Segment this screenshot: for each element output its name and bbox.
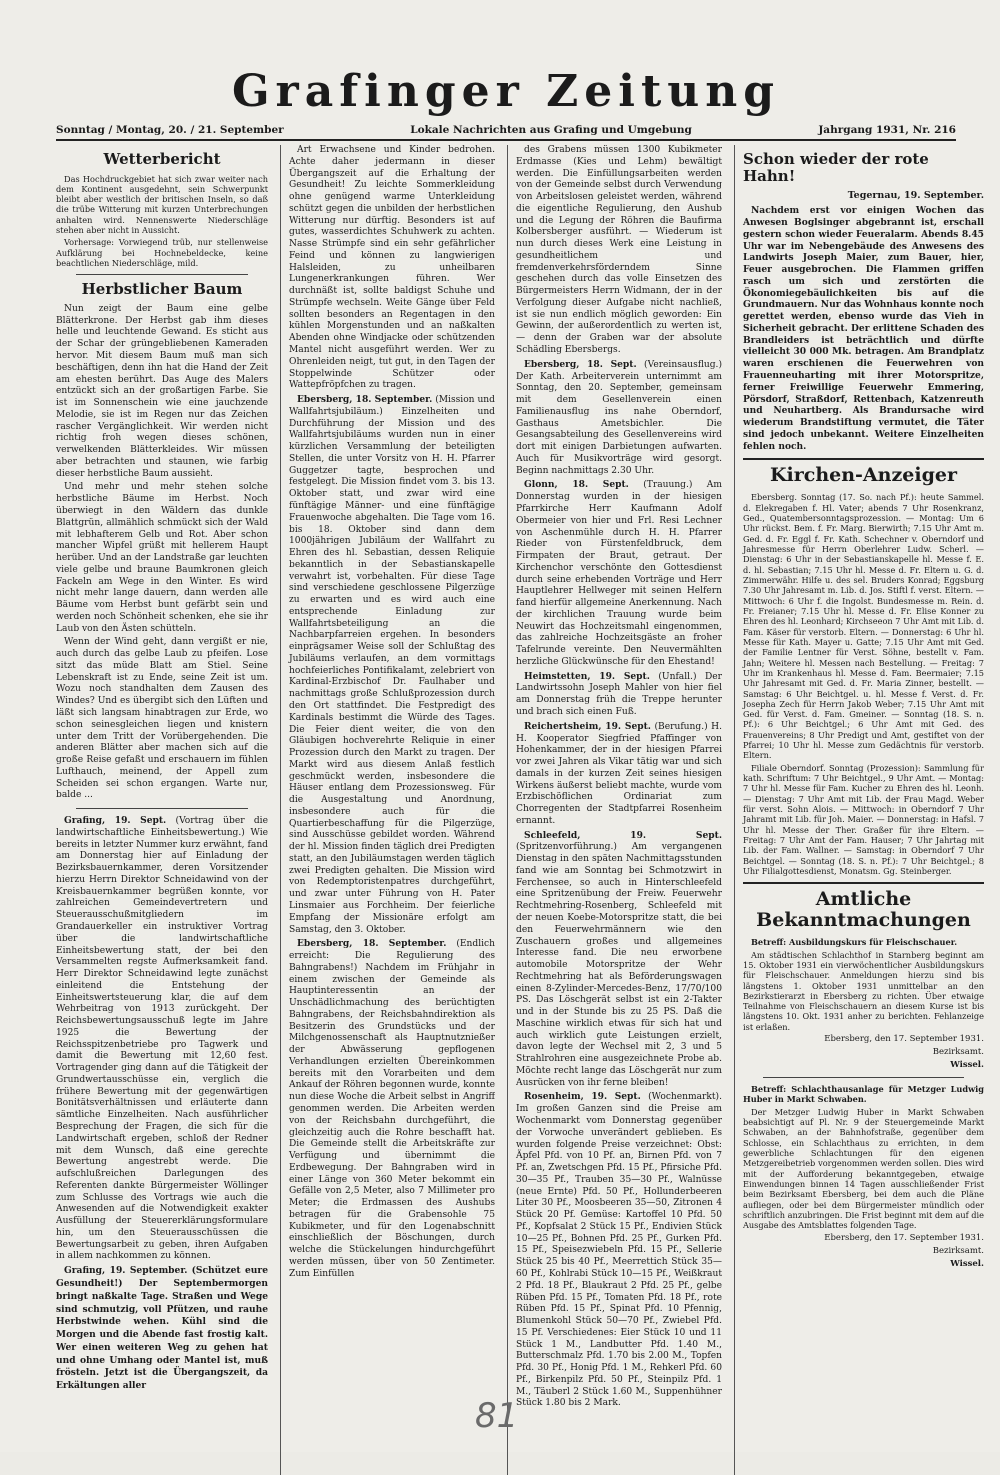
tree-paragraph-3: Wenn der Wind geht, dann vergißt er nie, auch durch das gelbe Laub zu pfeifen. Lose sitzt das müde Blatt am Stiel. Seine Lebenskraft ist zu Ende, seine Zeit ist um. Wozu noch standhalten dem Zausen des Windes? Und es übergibt sich den Lüften und läßt sich langsam hinabtragen zur Erde, wo schon seinesgleichen liegen und knistern unter dem Tritt der Vorübergehenden. Die anderen Blätter aber machen sich auf die große Reise gefaßt und erschauern im fühlen Lufthauch, meinend, der Appell zum Scheiden sei schon ergangen. Warte nur, balde ...: [56, 637, 268, 801]
article-body: (Trauung.) Am Donnerstag wurden in der hiesigen Pfarrkirche Herr Kaufmann Adolf Obermeier von hier und Frl. Resi Lechner von Aschenmühle durch H. H. Pfarrer Rieder von Fürstenfeldbruck, dem Firmpaten der Braut, getraut. Der Kirchenchor verschönte den Gottesdienst durch seine erhebenden Vorträge und Herr Hauptlehrer Hellweger mit seinen Helfern fand hierfür allgemeine Anerkennung. Nach der kirchlichen Trauung wurde beim Neuwirt das Hochzeitsmahl eingenommen, das zahlreiche Hochzeitsgäste an froher Tafelrunde vereinte. Den Neuvermählten herzliche Glückwünsche für den Ehestand!: [516, 480, 722, 667]
ebersberg-ausflug-article: [516, 359, 722, 478]
notice-2-office: Bezirksamt.: [932, 1245, 984, 1256]
issue-number: Jahrgang 1931, Nr. 216: [818, 124, 956, 136]
reichertsheim-article: [516, 721, 722, 828]
notice-1-date: Ebersberg, den 17. September 1931.: [824, 1034, 984, 1045]
church-text: Ebersberg. Sonntag (17. So. nach Pf.): heute Sammel. d. Elekregaben f. Hl. Vater; abends 7 Uhr Rosenkranz, Ged., Quatembersonntagsprozession. — Montag: Um 6 Uhr rückst. Bem. f. Fr. Marg. Bierwirth; 7.15 Uhr Amt m. Ged. d. Fr. Eggl f. Fr. Kath. Schechner v. Oberndorf und Jahresmesse für Herrn Oberlehrer Ludw. Scherl. — Dienstag: 6 Uhr in der Sebastianskapelle hl. Messe f. E. d. hl. Sebastian; 7.15 Uhr hl. Messe d. Fr. Eltern u. G. d. Zimmerwähr. Hilfe u. des sel. Bruders Konrad; Eggsburg 7.30 Uhr Jahresamt m. Lib. d. Jos. Stiftl f. verst. Eltern. — Mittwoch: 6 Uhr f. die Ingolst. Bundesmesse m. Rein. d. Fr. Freianer; 7.15 Uhr hl. Messe d. Fr. Elise Konner zu Ehren des hl. Leonhard; Kirchseeon 7 Uhr Amt mit Lib. d. Fam. Käser für verstorb. Eltern. — Donnerstag: 6 Uhr hl. Messe für Kath. Mayer u. Gatte; 7.15 Uhr Amt mit Ged. der Familie Lentner für Verst. Söhne, bestellt v. Fam. Jahn; Weitere hl. Messen nach Bestellung. — Freitag: 7 Uhr im Krankenhaus hl. Messe d. Fam. Beermaier; 7.15 Uhr Jahresamt mit Ged. d. Fr. Maria Zinner, bestellt. — Samstag: 6 Uhr Beichtgel. u. hl. Messe f. Verst. d. Fr. Josepha Zech für Herrn Jakob Weber; 7.15 Uhr Amt mit Ged. für Verst. d. Fam. Gmeiner. — Sonntag (18. S. n. Pf.): 6 Uhr Beichtgel.; 6 Uhr Amt mit Ged. des Frauenvereins; 8 Uhr Predigt und Amt, gestiftet von der Pfarrei; 10 Uhr hl. Messe zum Gedächtnis für verstorb. Eltern.: [743, 492, 984, 761]
weather-forecast: Vorhersage: Vorwiegend trüb, nur stellenweise Aufklärung bei Hochnebeldecke, keine beachtlichen Niederschläge, mild.: [56, 237, 268, 269]
health-continuation: Art Erwachsene und Kinder bedrohen. Achte daher jedermann in dieser Übergangszeit auf die Erhaltung der Gesundheit! Zu leichte Sommerkleidung ohne genügend warme Unterkleidung schützt gegen die unbilden der herbstlichen Witterung nur dürftig. Besonders ist auf gutes, wasserdichtes Schuhwerk zu achten. Nasse Strümpfe sind ein sehr gefährlicher Feind und können zu langwierigen Halsleiden, zu unheilbaren Lungenerkrankungen führen. Wer durchnäßt ist, sollte baldigst Schuhe und Strümpfe wechseln. Weite Gänge über Feld sollten besonders an Regentagen in den kühlen Morgenstunden und an naßkalten Abenden ohne Windjacke oder schützenden Mantel nicht ausgeführt werden. Wer zu Ohrenleiden neigt, tut gut, in den Tagen der Stoppelwinde Schützer oder Wattepfröpfchen zu tragen.: [289, 145, 495, 391]
masthead-title: Grafinger Zeitung: [231, 66, 781, 117]
church-heading: Kirchen-Anzeiger: [743, 458, 984, 486]
dateline-location: Ebersberg, 18. Sept.: [524, 358, 637, 370]
fire-heading: Schon wieder der rote Hahn!: [743, 150, 929, 185]
column-4: [734, 145, 984, 1475]
masthead-subtitle: Lokale Nachrichten aus Grafing und Umgebung: [410, 124, 692, 136]
article-body: (Vereinsausflug.) Der Kath. Arbeiterverein unternimmt am Sonntag, den 20. September, gemeinsam mit dem Gesellenverein einen Familienausflug ins nahe Oberndorf, Gasthaus Ametsbichler. Die Gesangsabteilung des Gesellenvereins wird dort mit einigen Darbietungen aufwarten. Auch für Musikvorträge wird gesorgt. Beginn nachmittags 2.30 Uhr.: [516, 359, 722, 476]
article-columns: [56, 145, 984, 1475]
column-3: [507, 145, 722, 1475]
grafing-gesundheit-article: [56, 1265, 268, 1393]
grafing-vortrag-article: [56, 815, 268, 1263]
dateline-location: Glonn, 18. Sept.: [524, 479, 629, 491]
column-2: [280, 145, 495, 1475]
schleefeld-article: [516, 830, 722, 1090]
dateline-location: Schleefeld, 19. Sept.: [524, 829, 722, 841]
column-1: [56, 145, 268, 1475]
divider: [763, 1077, 964, 1078]
article-body: (Unfall.) Der Landwirtssohn Joseph Mahler von hier fiel am Donnerstag früh die Treppe herunter und brach sich einen Fuß.: [516, 671, 722, 717]
notice-1-title: Betreff: Ausbildungskurs für Fleischschauer.: [751, 937, 958, 948]
weather-heading: Wetterbericht: [103, 150, 221, 168]
divider: [76, 808, 248, 809]
notice-1-signature: Wissel.: [950, 1060, 984, 1071]
notice-2-signature: Wissel.: [950, 1258, 984, 1269]
notice-2-date: Ebersberg, den 17. September 1931.: [824, 1232, 984, 1243]
article-body: (Berufung.) H. H. Kooperator Siegfried Pfaffinger von Hohenkammer, der in der hiesigen Pfarrei vor zwei Jahren als Vikar tätig war und sich damals in der kurzen Zeit seines hiesigen Wirkens äußerst beliebt machte, wurde vom Erzbischöflichen Ordinariat zum Chorregenten der Stadtpfarrei Rosenheim ernannt.: [516, 721, 722, 826]
article-body: (Wochenmarkt). Im großen Ganzen sind die Preise am Wochenmarkt vom Donnerstag gegenüber der Vorwoche unverändert geblieben. Es wurden folgende Preise verzeichnet: Obst: Äpfel Pfd. von 10 Pf. an, Birnen Pfd. von 7 Pf. an, Zwetschgen Pfd. 15 Pf., Pfirsiche Pfd. 30—35 Pf., Trauben 35—30 Pf., Walnüsse (neue Ernte) Pfd. 50 Pf., Hollunderbeeren Liter 30 Pf., Moosbeeren 35—50, Zitronen 4 Stück 20 Pf. Gemüse: Kartoffel 10 Pfd. 50 Pf., Kopfsalat 2 Stück 15 Pf., Endivien Stück 10—25 Pf., Bohnen Pfd. 25 Pf., Gurken Pfd. 15 Pf., Speisezwiebeln Pfd. 15 Pf., Sellerie Stück 25 bis 40 Pf., Meerrettich Stück 35—60 Pf., Kohlrabi Stück 10—15 Pf., Weißkraut 2 Pfd. 18 Pf., Blaukraut 2 Pfd. 25 Pf., gelbe Rüben Pfd. 15 Pf., Tomaten Pfd. 18 Pf., rote Rüben Pfd. 15 Pf., Spinat Pfd. 10 Pfennig, Blumenkohl Stück 50—70 Pf., Zwiebel Pfd. 15 Pf. Verschiedenes: Eier Stück 10 und 11 Stück 1 M., Landbutter Pfd. 1.40 M., Butterschmalz Pfd. 1.70 bis 2.00 M., Topfen Pfd. 30 Pf., Honig Pfd. 1 M., Rehkerl Pfd. 60 Pf., Birkenpilz Pfd. 50 Pf., Steinpilz Pfd. 1 M., Täuberl 2 Stück 1.60 M., Suppenhühner Stück 1.80 bis 2 Mark.: [516, 1092, 722, 1409]
glonn-article: [516, 479, 722, 668]
divider: [76, 274, 248, 275]
issue-date: Sonntag / Montag, 20. / 21. September: [56, 124, 284, 136]
article-body: (Mission und Wallfahrtsjubiläum.) Einzelheiten und Durchführung der Mission und des Wallfahrtsjubiläums wurden nun in einer kürzlichen Versammlung der beteiligten Stellen, die unter Vorsitz von H. H. Pfarrer Guggetzer tagte, besprochen und festgelegt. Die Mission findet vom 3. bis 13. Oktober statt, und zwar wird eine fünftägige Männer- und eine fünftägige Frauenwoche abgehalten. Die Tage vom 16. bis 18. Oktober sind dann dem 1000jährigen Jubiläum der Wallfahrt zu Ehren des hl. Sebastian, dessen Reliquie bekanntlich in der Sebastianskapelle verwahrt ist, vorbehalten. Für diese Tage sind verschiedene geschlossene Pilgerzüge zu erwarten und es wird auch eine entsprechende Einladung zur Wallfahrtsbeteiligung an die Nachbarpfarreien ergehen. In besonders einprägsamer Weise soll der Schlußtag des Jubiläums verlaufen, an dem vormittags hochfeierliches Pontifikalamt, zelebriert von Kardinal-Erzbischof Dr. Faulhaber und nachmittags große Schlußprozession durch den Ort stattfindet. Die Festpredigt des Kardinals bestimmt die Würde des Tages. Die Feier dient weiter, die von den Gläubigen hochverehrte Reliquie in einer Prozession durch den Markt zu tragen. Der Markt wird aus diesem Anlaß festlich geschmückt werden, insbesondere die Häuser entlang dem Prozessionsweg. Für die Ausgestaltung und Anordnung, insbesondere auch für die Quartierbeschaffung für die Pilgerzüge, sind Ausschüsse gebildet worden. Während der hl. Mission finden täglich drei Predigten statt, an den Jubiläumstagen werden täglich zwei Predigten gehalten. Die Mission wird von Redemptoristenpatres durchgeführt, und zwar unter Führung von H. Pater Linsmaier aus Forchheim. Der feierliche Empfang der Missionäre erfolgt am Samstag, den 3. Oktober.: [289, 395, 495, 935]
ebersberg-bahngraben-article: [289, 938, 495, 1280]
dateline-location: Grafing, 19. Sept.: [64, 815, 167, 827]
heimstetten-article: [516, 671, 722, 719]
dateline-location: Ebersberg, 18. September.: [297, 938, 447, 950]
tree-paragraph-1: Nun zeigt der Baum eine gelbe Blätterkrone. Der Herbst gab ihm dieses helle und leuchtende Gewand. Es sticht aus der Schar der grüngebliebenen Kameraden hervor. Mit diesem Baum muß man sich beschäftigen, denn ihn hat die Hand der Zeit am ehesten berührt. Das Auge des Malers entzückt sich an der großartigen Farbe. Sie ist im Sonnenschein wie eine jauchzende Melodie, sie ist im Regen nur das Zeichen rascher Vergänglichkeit. Wir werden nicht richtig froh wegen dieses schönen, verwelkenden Blätterkleides. Wir müssen aber betrachten und staunen, wie farbig dieser herbstliche Baum aussieht.: [56, 303, 268, 479]
church-text-oberndorf: Filiale Oberndorf. Sonntag (Prozession): Sammlung für kath. Schriftum: 7 Uhr Beichtgel., 9 Uhr Amt. — Montag: 7 Uhr hl. Messe für Fam. Kucher zu Ehren des hl. Leonh. — Dienstag: 7 Uhr Amt mit Lib. der Frau Magd. Weber für verst. Sohn Alois. — Mittwoch: in Oberndorf 7 Uhr Jahramt mit Lib. für Joh. Maier. — Donnerstag: in Hafsl. 7 Uhr hl. Messe der Ther. Graßer für ihre Eltern. — Freitag: 7 Uhr Amt der Fam. Hauser; 7 Uhr Jahrtag mit Lib. der Fam. Wallner. — Samstag: in Oberndorf 7 Uhr Beichtgel. — Sonntag (18. S. n. Pf.): 7 Uhr Beichtgel.; 8 Uhr Filialgottesdienst, Monatsm. Gg. Steinberger.: [743, 762, 984, 877]
bahngraben-continuation: des Grabens müssen 1300 Kubikmeter Erdmasse (Kies und Lehm) bewältigt werden. Die Einfüllungsarbeiten werden von der Gemeinde selbst durch Verwendung von Arbeitslosen geleistet werden, während die eigentliche Regulierung, den Aushub und die Legung der Röhren die Baufirma Kolbersberger ausführt. — Wiederum ist nun durch dieses Werk eine Leistung in gesundheitlichem und fremdenverkehrsförderndem Sinne geschehen durch das volle Einsetzen des Bürgermeisters Herrn Widmann, der in der Verfolgung dieser Aufgabe nicht nachließ, ist sie nun endlich möglich geworden: Ein Gewinn, der außerordentlich zu werten ist, — denn der Graben war der absolute Schädling Ebersbergs.: [516, 145, 722, 356]
tree-paragraph-2: Und mehr und mehr stehen solche herbstliche Bäume im Herbst. Noch überwiegt in den Wäldern das dunkle Blattgrün, allmählich schmückt sich der Wald mit lebhafterem Gelb und Rot. Aber schon mancher Wipfel grüßt mit hellerem Haupt herüber. Und an der Landstraße gar leuchten viele gelbe und braune Baumkronen gleich Fackeln am Wege in den Winter. Es wird nicht mehr lange dauern, dann werden alle Bäume vom Herbst bunt gefärbt sein und werden noch Schönheit schenken, ehe sie ihr Laub von den Ästen schütteln.: [56, 482, 268, 634]
article-body: (Endlich erreicht: Die Regulierung des Bahngrabens!) Nachdem im Frühjahr in einem zwischen der Gemeinde als Hauptinteressentin an der Unschädlichmachung des berüchtigten Bahngrabens, der Reichsbahndirektion als Besitzerin des Grundstücks und der Milchgenossenschaft als Hauptnutznießer der Abwässerung gepflogenen Verhandlungen erzielten Übereinkommen bereits mit den Vorarbeiten und dem Ankauf der Röhren begonnen wurde, konnte nun diese Woche die Arbeit selbst in Angriff genommen werden. Die Arbeiten werden von der Reichsbahn durchgeführt, die gleichzeitig auch die Rohre beschafft hat. Die Gemeinde stellt die Arbeitskräfte zur Verfügung und übernimmt die Erdbewegung. Der Bahngraben wird in einer Länge von 360 Meter bekommt ein Gefälle von 2,5 Meter, also 7 Millimeter pro Meter; die Erdmassen des Aushubs betragen für die Grabensohle 75 Kubikmeter, und für den Logenabschnitt einschließlich der Böschungen, durch welche die Stückelungen hindurchgeführt werden müssen, über von 50 Zentimeter. Zum Einfüllen: [289, 939, 495, 1279]
ebersberg-mission-article: [289, 394, 495, 936]
dateline-location: Ebersberg, 18. September.: [297, 394, 433, 406]
dateline-location: Grafing, 19. September.: [64, 1265, 188, 1277]
article-body: (Spritzenvorführung.) Am vergangenen Dienstag in den späten Nachmittagsstunden fand wie am Sonntag bei Schmotzwirt in Ferchensee, so auch in Hinterschleefeld eine Spritzenübung der Freiw. Feuerwehr Rechtmehring-Rosenberg, Schleefeld mit der neuen Koebe-Motorspritze statt, die bei den Feuerwehrmännern wie den Zuschauern großes und allgemeines Interesse fand. Die neu erworbene automobile Motorspritze der Wehr Rechtmehring hat als Beförderungswagen einen 8-Zylinder-Mercedes-Benz, 17/70/100 PS. Das Löschgerät selbst ist ein 2-Takter und in der Stunde bis zu 25 PS. Daß die Maschine wirklich etwas für sich hat und auch wirklich gute Leistungen erzielt, davon legte der Wechsel mit 2, 3 und 5 Strahlrohren eine ausgezeichnete Probe ab. Möchte recht lange das Löschgerät nur zum Ausrücken von ihr ferne bleiben!: [516, 842, 722, 1088]
rosenheim-article: [516, 1091, 722, 1410]
notices-heading: Amtliche Bekanntmachungen: [743, 882, 984, 931]
article-body: (Schützet eure Gesundheit!) Der Septembermorgen bringt naßkalte Tage. Straßen und Wege sind schmutzig, voll Pfützen, und rauhe Herbstwinde wehen. Kühl sind die Morgen und die Abende fast frostig kalt. Wer einen weiteren Weg zu gehen hat und ohne Umhang oder Mantel ist, muß frösteln. Jetzt ist die Übergangszeit, da Erkältungen aller: [56, 1265, 268, 1392]
handwritten-page-number: 81: [475, 1396, 519, 1436]
fire-text: Nachdem erst vor einigen Wochen das Anwesen Boglsinger abgebrannt ist, erschall gestern schon wieder Feueralarm. Abends 8.45 Uhr war im Nebengebäude des Anwesens des Landwirts Joseph Maier, zum Bauer, hier, Feuer ausgebrochen. Die Flammen griffen rasch um sich und zerstörten die Ökonomiegebäulichkeiten bis auf die Grundmauern. Nur das Wohnhaus konnte noch gerettet werden, ebenso wurde das Vieh in Sicherheit gebracht. Der erlittene Schaden des Brandleiders ist beträchtlich und dürfte vielleicht 30 000 Mk. betragen. Am Brandplatz waren erschienen die Feuerwehren von Frauenneuharting mit ihrer Motorspritze, ferner Freiwillige Feuerwehr Emmering, Pörsdorf, Straßdorf, Rettenbach, Katzenreuth und Neuhartberg. Als Brandursache wird wiederum Brandstiftung vermutet, die Täter sind jedoch unbekannt. Weitere Einzelheiten fehlen noch.: [743, 205, 984, 452]
notice-2-title: Betreff: Schlachthausanlage für Metzger Ludwig Huber in Markt Schwaben.: [743, 1084, 984, 1105]
notice-1-text: Am städtischen Schlachthof in Starnberg beginnt am 15. Oktober 1931 ein vierwöchentlicher Ausbildungskurs für Fleischschauer. Anmeldungen hierzu sind bis längstens 1. Oktober 1931 unmittelbar an den Bezirkstierarzt in Ebersberg zu richten. Über etwaige Teilnahme von Fleischschauern an diesem Kurse ist bis längstens 10. Okt. 1931 anher zu berichten. Fehlanzeige ist erlaßen.: [743, 949, 984, 1032]
notice-1-office: Bezirksamt.: [932, 1047, 984, 1058]
dateline: [56, 124, 956, 141]
article-body: (Vortrag über die landwirtschaftliche Einheitsbewertung.) Wie bereits in letzter Nummer kurz erwähnt, fand am Donnerstag hier auf Einladung der Bezirksbauernkammer, deren Vorsitzender hierzu Herrn Direktor Schneidawind von der Kreisbauernkammer begrüßen konnte, vor zahlreichen Gemeindevertretern und Steuerausschußmitgliedern im Grandauerkeller ein instruktiver Vortrag über die landwirtschaftliche Einheitsbewertung statt, der bei den Versammelten regste Aufmerksamkeit fand. Herr Direktor Schneidawind legte zunächst einleitend die Entstehung der Einheitswertsteuerung klar, die auf dem Wehrbeitrag von 1913 zurückgeht. Der Reichsbewertungsausschuß legte im Jahre 1925 die Bewertung der Reichsspitzenbetriebe pro Tagwerk und damit die Bewertung mit 12,60 fest. Vortragender ging dann auf die Tätigkeit der Grundwertausschüsse ein, verglich die frühere Bewertung mit der gegenwärtigen Bonitätsverhältnissen und erläuterte dann sämtliche Einzelheiten. Nach ausführlicher Besprechung der Fragen, die sich für die Landwirtschaft ergeben, schloß der Redner mit dem Wunsch, daß eine gerechte Bewertung angestrebt werde. Die aufschlußreichen Darlegungen des Referenten dankte Bürgermeister Wöllinger zum Schlusse des Vortrags wie auch die Anwesenden auf die Notwendigkeit exakter Ausfüllung der Steuererklärungsformulare hin, um den Steuerausschüssen die Bewertungsarbeit zu geben, ihren Aufgaben in allem nachkommen zu können.: [56, 816, 268, 1262]
fire-dateline: Tegernau, 19. September.: [847, 190, 984, 201]
weather-text: Das Hochdruckgebiet hat sich zwar weiter nach dem Kontinent ausgedehnt, sein Schwerpunkt bleibt aber westlich der britischen Inseln, so daß die trübe Witterung mit kurzen Unterbrechungen anhalten wird. Nennenswerte Niederschläge stehen aber nicht in Aussicht.: [56, 173, 268, 236]
notice-2-text: Der Metzger Ludwig Huber in Markt Schwaben beabsichtigt auf Pl. Nr. 9 der Steuergemeinde Markt Schwaben, an der Bahnhofstraße, gegenüber dem Schlosse, ein Schlachthaus zu errichten, in dem gewerbliche Schlachtungen für den eigenen Metzgereibetrieb vorgenommen werden sollen. Dies wird mit der Aufforderung bekanntgegeben, etwaige Einwendungen binnen 14 Tagen ausschließender Frist beim Bezirksamt Ebersberg, bei dem auch die Pläne aufliegen, oder bei dem Bürgermeister mündlich oder schriftlich anzubringen. Die Frist beginnt mit dem auf die Ausgabe des Amtsblattes folgenden Tage.: [743, 1106, 984, 1231]
dateline-location: Reichertsheim, 19. Sept.: [524, 720, 651, 732]
dateline-location: Heimstetten, 19. Sept.: [524, 670, 650, 682]
dateline-location: Rosenheim, 19. Sept.: [524, 1091, 641, 1103]
tree-heading: Herbstlicher Baum: [81, 280, 243, 299]
